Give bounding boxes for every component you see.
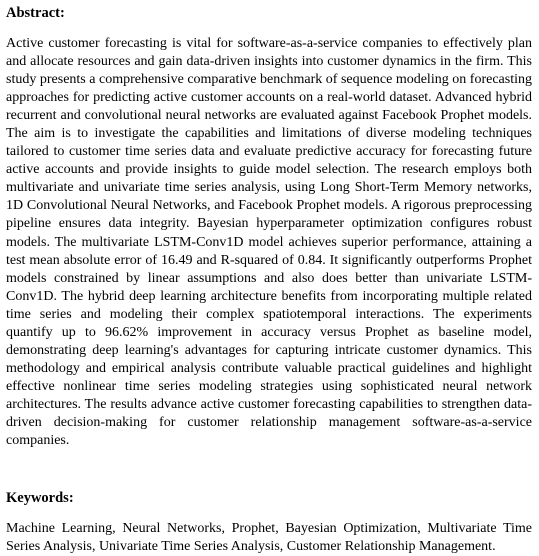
keywords-section <box>6 489 532 556</box>
keywords-text: Machine Learning, Neural Networks, Prophet, Bayesian Optimization, Multivariate Time Series Analysis, Univariate Time Series Analysis, Customer Relationship Management. <box>6 521 532 555</box>
abstract-section <box>6 4 532 450</box>
keywords-heading: Keywords: <box>6 490 74 507</box>
abstract-text: Active customer forecasting is vital for software-as-a-service companies to effectively plan and allocate resources and gain data-driven insights into customer dynamics in the firm. This study presents a comprehensive comparative benchmark of sequence modeling on forecasting approaches for predicting active customer accounts on a real-world dataset. Advanced hybrid recurrent and convolutional neural networks are evaluated against Facebook Prophet models. The aim is to investigate the capabilities and limitations of diverse modeling techniques tailored to customer time series data and evaluate predictive accuracy for forecasting future active accounts and provide insights to guide model selection. The research employs both multivariate and univariate time series analysis, using Long Short-Term Memory networks, 1D Convolutional Neural Networks, and Facebook Prophet models. A rigorous preprocessing pipeline ensures data integrity. Bayesian hyperparameter optimization configures robust models. The multivariate LSTM-Conv1D model achieves superior performance, attaining a test mean absolute error of 16.49 and R-squared of 0.84. It significantly outperforms Prophet models constrained by linear assumptions and also does better than univariate LSTM-Conv1D. The hybrid deep learning architecture benefits from incorporating multiple related time series and modeling their complex spatiotemporal interactions. The experiments quantify up to 96.62% improvement in accuracy versus Prophet as baseline model, demonstrating deep learning's advantages for capturing intricate customer dynamics. This methodology and empirical analysis contribute valuable practical guidelines and highlight effective nonlinear time series modeling strategies using sophisticated neural network architectures. The results advance active customer forecasting capabilities to strengthen data-driven decision-making for customer relationship management software-as-a-service companies. <box>6 36 532 449</box>
abstract-heading: Abstract: <box>6 5 65 21</box>
